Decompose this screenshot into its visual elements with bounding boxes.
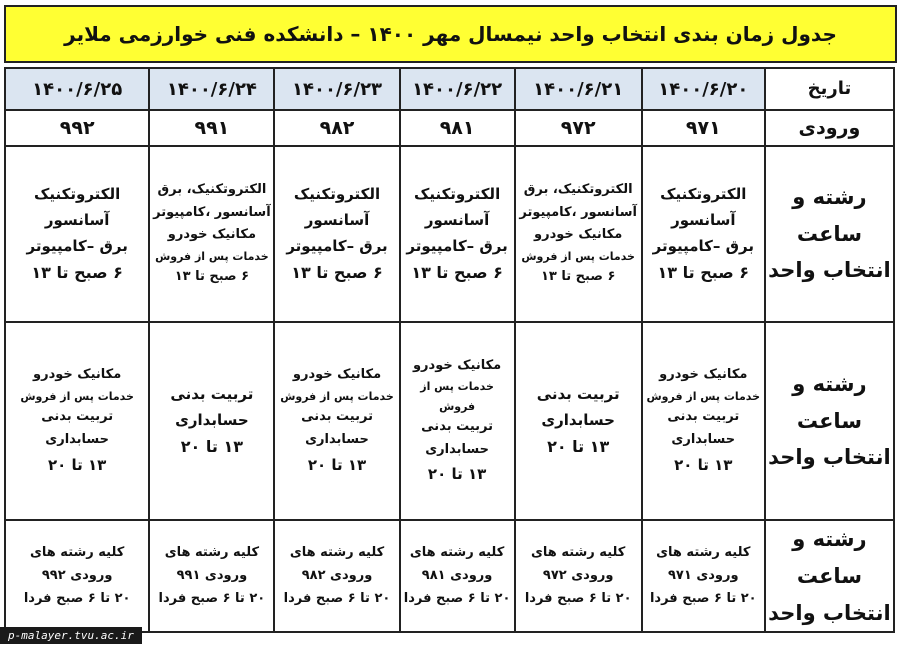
time-line: ۲۰ تا ۶ صبح فردا <box>283 590 391 606</box>
date-cell: ۱۴۰۰/۶/۲۳ <box>274 68 399 110</box>
field-line: خدمات پس از فروش <box>521 250 635 264</box>
field-line: ورودی ۹۹۲ <box>41 567 113 583</box>
entry-row <box>5 110 894 146</box>
page-title: جدول زمان بندی انتخاب واحد نیمسال مهر ۱۴۰۰ – دانشکده فنی خوارزمی ملایر <box>4 5 897 63</box>
morning-cell <box>400 146 515 322</box>
entry-cell: ۹۷۲ <box>515 110 642 146</box>
field-line: ورودی ۹۷۲ <box>542 567 614 583</box>
entry-cell: ۹۹۲ <box>5 110 149 146</box>
morning-cell <box>274 146 399 322</box>
morning-cell <box>515 146 642 322</box>
field-line: ورودی ۹۷۱ <box>668 567 739 583</box>
afternoon-row <box>5 322 894 520</box>
field-line: خدمات پس از فروش <box>280 389 394 403</box>
morning-cell <box>642 146 765 322</box>
field-line: برق –کامپیوتر <box>652 237 754 256</box>
field-line: مکانیک خودرو <box>534 227 623 243</box>
selection-header-line: رشته و ساعت <box>792 184 867 246</box>
time-line: ۱۳ تا ۲۰ <box>427 465 487 484</box>
entry-header: ورودی <box>765 110 894 146</box>
afternoon-cell <box>515 322 642 520</box>
field-line: کلیه رشته های <box>409 545 505 560</box>
afternoon-cell <box>5 322 149 520</box>
field-line: مکانیک خودرو <box>33 367 122 383</box>
time-line: ۱۳ تا ۲۰ <box>47 455 107 474</box>
time-line: ۶ صبح تا ۱۳ <box>291 263 383 283</box>
night-cell <box>400 520 515 632</box>
afternoon-cell <box>400 322 515 520</box>
morning-cell <box>5 146 149 322</box>
entry-cell: ۹۸۲ <box>274 110 399 146</box>
field-line: خدمات پس از فروش <box>20 389 134 403</box>
field-line: مکانیک خودرو <box>167 227 257 243</box>
time-line: ۱۳ تا ۲۰ <box>674 455 733 474</box>
field-line: کلیه رشته های <box>289 545 385 560</box>
selection-header-line: انتخاب واحد <box>768 445 891 470</box>
date-cell: ۱۴۰۰/۶/۲۵ <box>5 68 149 110</box>
field-line: الکتروتکنیک، برق <box>157 181 267 197</box>
selection-header <box>765 520 894 632</box>
time-line: ۶ صبح تا ۱۳ <box>540 269 616 285</box>
selection-header <box>765 322 894 520</box>
field-line: تربیت بدنی <box>301 409 373 425</box>
afternoon-cell <box>274 322 399 520</box>
date-cell: ۱۴۰۰/۶/۲۰ <box>642 68 765 110</box>
field-line: کلیه رشته های <box>530 545 626 560</box>
time-line: ۶ صبح تا ۱۳ <box>174 269 250 285</box>
time-line: ۶ صبح تا ۱۳ <box>657 263 750 283</box>
field-line: تربیت بدنی <box>536 384 620 403</box>
field-line: مکانیک خودرو <box>292 367 382 383</box>
field-line: آسانسور <box>304 210 370 229</box>
field-line: الکتروتکنیک <box>293 184 381 203</box>
entry-cell: ۹۸۱ <box>400 110 515 146</box>
selection-header-line: رشته و ساعت <box>792 527 867 588</box>
date-row <box>5 68 894 110</box>
field-line: مکانیک خودرو <box>412 357 502 373</box>
time-line: ۱۳ تا ۲۰ <box>307 455 367 474</box>
time-line: ۶ صبح تا ۱۳ <box>411 263 503 283</box>
time-line: ۲۰ تا ۶ صبح فردا <box>158 590 266 606</box>
time-line: ۲۰ تا ۶ صبح فردا <box>649 590 757 606</box>
field-line: حسابداری <box>671 431 736 447</box>
night-cell <box>5 520 149 632</box>
time-line: ۱۳ تا ۲۰ <box>547 437 610 457</box>
field-line: آسانسور <box>424 210 490 229</box>
field-line: ورودی ۹۹۱ <box>176 567 248 583</box>
field-line: الکتروتکنیک <box>413 184 501 203</box>
morning-row <box>5 146 894 322</box>
time-line: ۱۳ تا ۲۰ <box>180 437 243 457</box>
field-line: الکتروتکنیک، برق <box>523 181 633 197</box>
field-line: برق –کامپیوتر <box>26 237 128 256</box>
field-line: آسانسور <box>671 210 736 229</box>
selection-header <box>765 146 894 322</box>
afternoon-cell <box>642 322 765 520</box>
field-line: خدمات پس از فروش <box>420 380 494 413</box>
schedule-sheet <box>4 5 895 645</box>
date-header: تاریخ <box>765 68 894 110</box>
morning-cell <box>149 146 274 322</box>
date-cell: ۱۴۰۰/۶/۲۴ <box>149 68 274 110</box>
afternoon-cell <box>149 322 274 520</box>
entry-cell: ۹۹۱ <box>149 110 274 146</box>
field-line: الکتروتکنیک <box>34 184 121 203</box>
time-line: ۲۰ تا ۶ صبح فردا <box>23 590 131 606</box>
field-line: آسانسور ،کامپیوتر <box>153 204 271 220</box>
date-cell: ۱۴۰۰/۶/۲۲ <box>400 68 515 110</box>
schedule-table <box>4 67 895 633</box>
date-cell: ۱۴۰۰/۶/۲۱ <box>515 68 642 110</box>
selection-header-line: انتخاب واحد <box>768 600 891 625</box>
entry-cell: ۹۷۱ <box>642 110 765 146</box>
selection-header-line: انتخاب واحد <box>768 258 891 283</box>
field-line: حسابداری <box>305 431 369 447</box>
field-line: تربیت بدنی <box>421 418 494 434</box>
field-line: حسابداری <box>541 411 615 429</box>
field-line: مکانیک خودرو <box>659 367 748 383</box>
time-line: ۲۰ تا ۶ صبح فردا <box>524 590 632 606</box>
field-line: برق –کامپیوتر <box>406 237 508 256</box>
time-line: ۶ صبح تا ۱۳ <box>31 263 123 283</box>
field-line: تربیت بدنی <box>667 409 740 425</box>
field-line: خدمات پس از فروش <box>155 250 269 264</box>
field-line: ورودی ۹۸۲ <box>301 567 373 583</box>
time-line: ۲۰ تا ۶ صبح فردا <box>403 590 511 606</box>
field-line: تربیت بدنی <box>170 384 254 403</box>
field-line: تربیت بدنی <box>41 409 114 425</box>
field-line: الکتروتکنیک <box>660 184 747 203</box>
field-line: آسانسور ،کامپیوتر <box>519 204 637 220</box>
night-row <box>5 520 894 632</box>
field-line: کلیه رشته های <box>164 545 260 560</box>
field-line: ورودی ۹۸۱ <box>421 567 493 583</box>
field-line: کلیه رشته های <box>656 545 751 560</box>
night-cell <box>149 520 274 632</box>
night-cell <box>274 520 399 632</box>
night-cell <box>642 520 765 632</box>
site-watermark: p-malayer.tvu.ac.ir <box>0 627 142 644</box>
field-line: خدمات پس از فروش <box>646 389 761 403</box>
field-line: کلیه رشته های <box>29 545 125 560</box>
field-line: حسابداری <box>45 431 110 447</box>
field-line: آسانسور <box>44 210 110 229</box>
field-line: حسابداری <box>175 411 249 429</box>
field-line: حسابداری <box>425 441 489 457</box>
night-cell <box>515 520 642 632</box>
field-line: برق –کامپیوتر <box>286 237 388 256</box>
selection-header-line: رشته و ساعت <box>792 371 867 433</box>
